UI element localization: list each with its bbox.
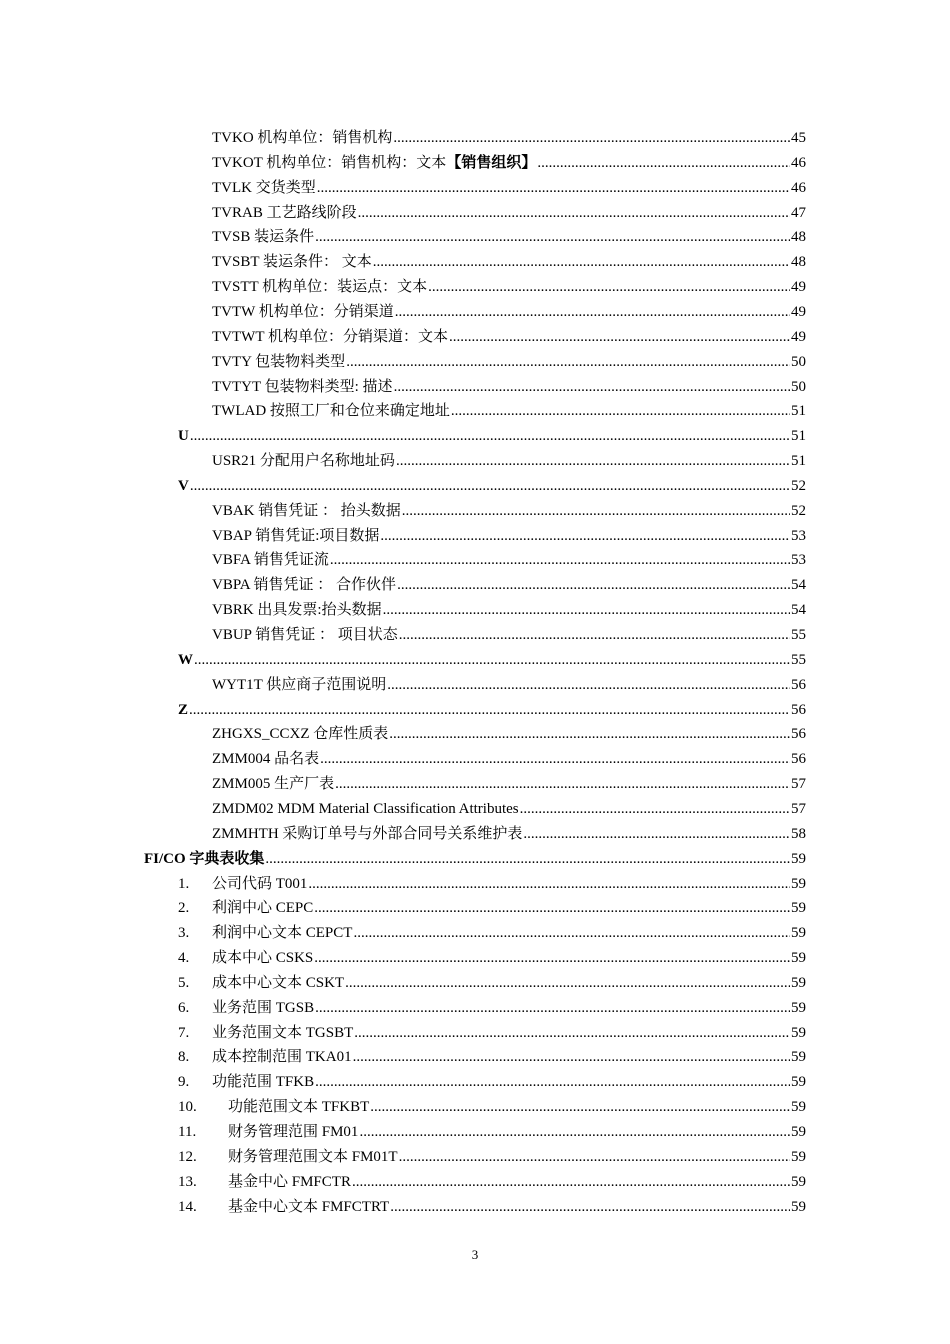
- toc-entry-title: [212, 896, 313, 921]
- toc-entry-title: [212, 673, 386, 698]
- toc-dot-leader: [353, 1045, 790, 1070]
- toc-entry-title-text: TVSTT 机构单位：装运点：文本: [212, 279, 428, 296]
- toc-page-number: 50: [791, 353, 806, 370]
- toc-dot-leader: [523, 822, 790, 847]
- toc-entry-title: [228, 1170, 351, 1195]
- toc-page-number: 59: [791, 1049, 806, 1066]
- toc-entry-title: [212, 946, 313, 971]
- toc-entry[interactable]: [212, 399, 806, 424]
- toc-entry-title-text: VBAP 销售凭证:项目数据: [212, 527, 380, 544]
- toc-page-number: 57: [791, 776, 806, 793]
- toc-entry[interactable]: [212, 548, 806, 573]
- toc-entry-title-text: USR21 分配用户名称地址码: [212, 453, 395, 470]
- toc-page-number: 56: [791, 726, 806, 743]
- toc-entry-title-text: Z: [178, 701, 189, 718]
- toc-entry-number: 3.: [178, 925, 190, 942]
- toc-entry[interactable]: [212, 747, 806, 772]
- toc-dot-leader: [315, 996, 790, 1021]
- toc-entry-title: [178, 424, 189, 449]
- toc-entry[interactable]: [178, 896, 806, 921]
- toc-dot-leader: [396, 449, 790, 474]
- toc-entry-title: [212, 1070, 314, 1095]
- toc-entry-title: [212, 797, 519, 822]
- toc-page-number: 49: [791, 328, 806, 345]
- toc-entry-title: [178, 698, 188, 723]
- toc-entry-number: 11.: [178, 1124, 197, 1140]
- toc-page-number: 53: [791, 527, 806, 544]
- toc-entry-title: [212, 872, 307, 897]
- toc-dot-leader: [189, 698, 790, 723]
- toc-dot-leader: [393, 126, 790, 151]
- toc-page-number: 59: [791, 850, 806, 867]
- toc-entry[interactable]: [212, 201, 806, 226]
- toc-entry-title: [212, 176, 316, 201]
- toc-page-number: 45: [791, 130, 806, 146]
- toc-entry[interactable]: [178, 1021, 806, 1046]
- toc-page-number: 59: [791, 1124, 806, 1140]
- toc-entry-title-text: TVRAB 工艺路线阶段: [212, 204, 357, 221]
- toc-dot-leader: [353, 921, 790, 946]
- toc-entry-title-text: VBFA 销售凭证流: [212, 552, 329, 569]
- toc-dot-leader: [190, 474, 790, 499]
- toc-entry-title-text: TVLK 交货类型: [212, 179, 316, 196]
- toc-entry-title-text: ZMM005 生产厂表: [212, 776, 335, 793]
- toc-entry-title: [212, 573, 396, 598]
- toc-entry-number: 12.: [178, 1148, 197, 1165]
- toc-entry-title-text: 功能范围 TFKB: [212, 1074, 315, 1091]
- toc-entry[interactable]: [212, 325, 806, 350]
- toc-entry-title: [212, 151, 536, 176]
- toc-entry-number: 7.: [178, 1024, 190, 1041]
- toc-entry-title-text: ZMM004 品名表: [212, 751, 320, 768]
- toc-entry-title-bold: 【销售组织】: [446, 154, 537, 171]
- toc-entry[interactable]: [212, 797, 806, 822]
- toc-entry[interactable]: [212, 673, 806, 698]
- toc-entry-title: [212, 126, 392, 151]
- toc-entry-title: [212, 822, 522, 847]
- toc-entry-title: [228, 1195, 389, 1220]
- toc-entry[interactable]: [178, 1070, 806, 1095]
- toc-entry-title: [212, 325, 448, 350]
- toc-entry[interactable]: [212, 598, 806, 623]
- toc-dot-leader: [394, 375, 790, 400]
- toc-dot-leader: [352, 1170, 790, 1195]
- toc-letter-heading[interactable]: [178, 474, 806, 499]
- toc-entry-title: [212, 201, 357, 226]
- toc-dot-leader: [314, 896, 790, 921]
- toc-dot-leader: [449, 325, 790, 350]
- toc-entry-title-text: 利润中心 CEPC: [212, 900, 314, 917]
- toc-entry-title: [212, 772, 334, 797]
- toc-entry[interactable]: [212, 772, 806, 797]
- toc-page-number: 48: [791, 254, 806, 271]
- toc-entry-title-text: ZHGXS_CCXZ 仓库性质表: [212, 726, 389, 743]
- toc-entry-title-text: 财务管理范围 FM01: [228, 1124, 359, 1140]
- toc-page-number: 55: [791, 651, 806, 668]
- toc-dot-leader: [380, 524, 790, 549]
- toc-letter-heading[interactable]: [178, 648, 806, 673]
- toc-page-number: 59: [791, 1024, 806, 1041]
- toc-page-number: 56: [791, 676, 806, 693]
- toc-entry[interactable]: [178, 921, 806, 946]
- toc-entry[interactable]: [212, 250, 806, 275]
- toc-entry-title-text: TVTYT 包装物料类型: 描述: [212, 378, 393, 395]
- toc-entry[interactable]: [178, 1045, 806, 1070]
- toc-dot-leader: [190, 424, 790, 449]
- toc-entry-number: 1.: [178, 875, 190, 892]
- toc-entry-title-text: TVSB 装运条件: [212, 229, 315, 246]
- toc-entry-title-text: 利润中心文本 CEPCT: [212, 925, 353, 942]
- toc-page-number: 59: [791, 1148, 806, 1165]
- toc-page-number: 52: [791, 502, 806, 519]
- toc-letter-heading[interactable]: [178, 698, 806, 723]
- toc-page-number: 53: [791, 552, 806, 569]
- toc-entry-title: [178, 648, 193, 673]
- toc-entry-title-text: V: [178, 477, 189, 494]
- toc-page-number: 51: [791, 428, 806, 445]
- toc-dot-leader: [387, 673, 790, 698]
- toc-entry-title: [212, 250, 372, 275]
- toc-entry-title-text: ZMMHTH 采购订单号与外部合同号关系维护表: [212, 825, 523, 842]
- toc-entry-title-text: TVTY 包装物料类型: [212, 353, 346, 370]
- toc-page-number: 54: [791, 577, 806, 594]
- toc-entry-number: 10.: [178, 1099, 197, 1116]
- toc-entry[interactable]: [212, 822, 806, 847]
- toc-page-number: 46: [791, 154, 806, 171]
- toc-entry-title-text: 业务范围文本 TGSBT: [212, 1024, 354, 1041]
- toc-entry-title: [212, 722, 388, 747]
- toc-dot-leader: [359, 1120, 790, 1145]
- toc-page-number: 56: [791, 701, 806, 718]
- toc-page-number: 59: [791, 1198, 806, 1215]
- toc-entry-title: [212, 225, 314, 250]
- toc-section-heading[interactable]: [144, 847, 806, 872]
- toc-dot-leader: [537, 151, 790, 176]
- toc-page-number: 59: [791, 875, 806, 892]
- toc-entry-title-text: TVTWT 机构单位：分销渠道：文本: [212, 328, 448, 345]
- toc-entry-title-text: U: [178, 428, 189, 445]
- toc-entry[interactable]: [178, 1195, 806, 1220]
- toc-dot-leader: [520, 797, 790, 822]
- toc-entry-title-text: 成本中心文本 CSKT: [212, 974, 345, 991]
- toc-entry-title-text: 财务管理范围文本 FM01T: [228, 1148, 398, 1165]
- toc-page-number: 52: [791, 477, 806, 494]
- toc-entry-number: 14.: [178, 1198, 197, 1215]
- toc-dot-leader: [370, 1095, 790, 1120]
- toc-entry[interactable]: [212, 225, 806, 250]
- toc-dot-leader: [428, 275, 790, 300]
- toc-page-number: 47: [791, 204, 806, 221]
- toc-entry-title-text: VBRK 出具发票:抬头数据: [212, 602, 382, 619]
- toc-dot-leader: [390, 1195, 790, 1220]
- toc-entry-title-text: VBPA 销售凭证 ： 合作伙伴: [212, 577, 397, 594]
- toc-dot-leader: [265, 847, 790, 872]
- toc-dot-leader: [451, 399, 790, 424]
- toc-entry[interactable]: [212, 449, 806, 474]
- toc-dot-leader: [402, 499, 790, 524]
- toc-entry-title-text: 成本中心 CSKS: [212, 950, 314, 967]
- toc-entry-number: 6.: [178, 999, 190, 1016]
- toc-entry-title-text: WYT1T 供应商子范围说明: [212, 676, 387, 693]
- toc-entry-title: [212, 350, 345, 375]
- toc-dot-leader: [317, 176, 790, 201]
- toc-page-number: 49: [791, 279, 806, 296]
- toc-dot-leader: [399, 623, 790, 648]
- toc-entry-title-text: TVKO 机构单位：销售机构: [212, 130, 393, 146]
- toc-entry-title: [212, 275, 427, 300]
- toc-entry-title-text: W: [178, 651, 193, 668]
- toc-entry-title-text: TVSBT 装运条件： 文本: [212, 254, 372, 271]
- toc-dot-leader: [354, 1021, 790, 1046]
- toc-dot-leader: [345, 971, 790, 996]
- toc-entry-number: 8.: [178, 1049, 190, 1066]
- toc-entry-title: [212, 499, 401, 524]
- toc-entry[interactable]: [212, 275, 806, 300]
- toc-entry-title-text: VBUP 销售凭证 ： 项目状态: [212, 627, 398, 643]
- toc-dot-leader: [194, 648, 790, 673]
- toc-entry-title: [212, 524, 379, 549]
- toc-page-number: 51: [791, 403, 806, 420]
- toc-entry[interactable]: [212, 573, 806, 598]
- toc-dot-leader: [314, 946, 790, 971]
- toc-entry-title: [228, 1120, 358, 1145]
- toc-page-number: 59: [791, 950, 806, 967]
- toc-page-number: 58: [791, 825, 806, 842]
- toc-entry-title: [212, 1021, 353, 1046]
- toc-entry-title-text: 成本控制范围 TKA01: [212, 1049, 352, 1066]
- toc-entry[interactable]: [212, 524, 806, 549]
- toc-page-number: 59: [791, 1099, 806, 1116]
- toc-entry[interactable]: [178, 1145, 806, 1170]
- toc-entry[interactable]: [212, 126, 806, 151]
- toc-entry-title-text: 基金中心文本 FMFCTRT: [228, 1198, 390, 1215]
- toc-entry[interactable]: [212, 499, 806, 524]
- toc-entry-title-text: 功能范围文本 TFKBT: [228, 1099, 370, 1116]
- toc-entry-number: 13.: [178, 1173, 197, 1190]
- toc-entry[interactable]: [212, 300, 806, 325]
- toc-letter-heading[interactable]: [178, 424, 806, 449]
- toc-entry[interactable]: [178, 996, 806, 1021]
- toc-entry-title: [144, 847, 264, 872]
- toc-dot-leader: [389, 722, 790, 747]
- toc-entry-title-text: TVKOT 机构单位：销售机构：文本: [212, 154, 447, 171]
- toc-entry-title-text: 公司代码 T001: [212, 875, 308, 892]
- toc-entry-title: [212, 399, 450, 424]
- page-number: 3: [471, 1247, 479, 1262]
- toc-entry[interactable]: [178, 872, 806, 897]
- toc-page-number: 57: [791, 800, 806, 817]
- toc-entry-number: 2.: [178, 900, 190, 917]
- toc-entry[interactable]: [212, 151, 806, 176]
- toc-dot-leader: [320, 747, 790, 772]
- toc-entry[interactable]: [178, 1170, 806, 1195]
- toc-page-number: 54: [791, 602, 806, 619]
- toc-entry-title-text: 业务范围 TGSB: [212, 999, 315, 1016]
- toc-entry[interactable]: [178, 1120, 806, 1145]
- toc-entry-title-text: VBAK 销售凭证 ： 抬头数据: [212, 502, 401, 519]
- toc-entry-title-text: FI/CO 字典表收集: [144, 850, 265, 867]
- toc-dot-leader: [330, 548, 790, 573]
- toc-entry-title: [212, 1045, 352, 1070]
- toc-entry-number: 9.: [178, 1074, 190, 1091]
- toc-entry[interactable]: [212, 722, 806, 747]
- toc-entry-title: [212, 971, 344, 996]
- toc-dot-leader: [346, 350, 790, 375]
- toc-entry-title-text: 基金中心 FMFCTR: [228, 1173, 351, 1190]
- toc-page-number: 55: [791, 627, 806, 643]
- toc-entry-title: [212, 375, 393, 400]
- toc-page-number: 59: [791, 900, 806, 917]
- toc-page-number: 46: [791, 179, 806, 196]
- toc-dot-leader: [383, 598, 790, 623]
- toc-entry-number: 5.: [178, 974, 190, 991]
- toc-entry-title-text: ZMDM02 MDM Material Classification Attributes: [212, 800, 519, 817]
- toc-entry[interactable]: [212, 350, 806, 375]
- toc-entry[interactable]: [212, 176, 806, 201]
- toc-entry-title: [212, 747, 319, 772]
- toc-entry-title-text: TWLAD 按照工厂和仓位来确定地址: [212, 403, 450, 420]
- toc-entry[interactable]: [212, 375, 806, 400]
- toc-entry-title: [212, 449, 395, 474]
- toc-entry-title: [212, 548, 329, 573]
- toc-page-number: 59: [791, 1074, 806, 1091]
- toc-page-number: 48: [791, 229, 806, 246]
- toc-dot-leader: [399, 1145, 790, 1170]
- toc-dot-leader: [315, 1070, 790, 1095]
- toc-page-number: 56: [791, 751, 806, 768]
- toc-page-number: 59: [791, 974, 806, 991]
- toc-entry[interactable]: [178, 971, 806, 996]
- toc-entry-title: [212, 300, 394, 325]
- toc-page-number: 59: [791, 925, 806, 942]
- toc-entry-title-text: TVTW 机构单位：分销渠道: [212, 303, 394, 320]
- toc-entry[interactable]: [178, 1095, 806, 1120]
- toc-entry-title: [212, 996, 314, 1021]
- toc-page-number: 59: [791, 1173, 806, 1190]
- toc-entry-title: [212, 598, 382, 623]
- toc-entry-title: [212, 623, 398, 648]
- toc-dot-leader: [335, 772, 790, 797]
- toc-page-number: 50: [791, 378, 806, 395]
- toc-page-number: 51: [791, 453, 806, 470]
- toc-page-number: 59: [791, 999, 806, 1016]
- toc-entry-title: [228, 1145, 398, 1170]
- toc-entry-title: [212, 921, 352, 946]
- toc-dot-leader: [397, 573, 790, 598]
- toc-entry[interactable]: [178, 946, 806, 971]
- toc-entry-number: 4.: [178, 950, 190, 967]
- toc-dot-leader: [315, 225, 790, 250]
- toc-entry-title: [228, 1095, 369, 1120]
- toc-entry[interactable]: [212, 623, 806, 648]
- toc-entry-title: [178, 474, 189, 499]
- toc-dot-leader: [358, 201, 790, 226]
- toc-page-number: 49: [791, 303, 806, 320]
- toc-dot-leader: [373, 250, 790, 275]
- toc-dot-leader: [395, 300, 790, 325]
- toc-dot-leader: [308, 872, 790, 897]
